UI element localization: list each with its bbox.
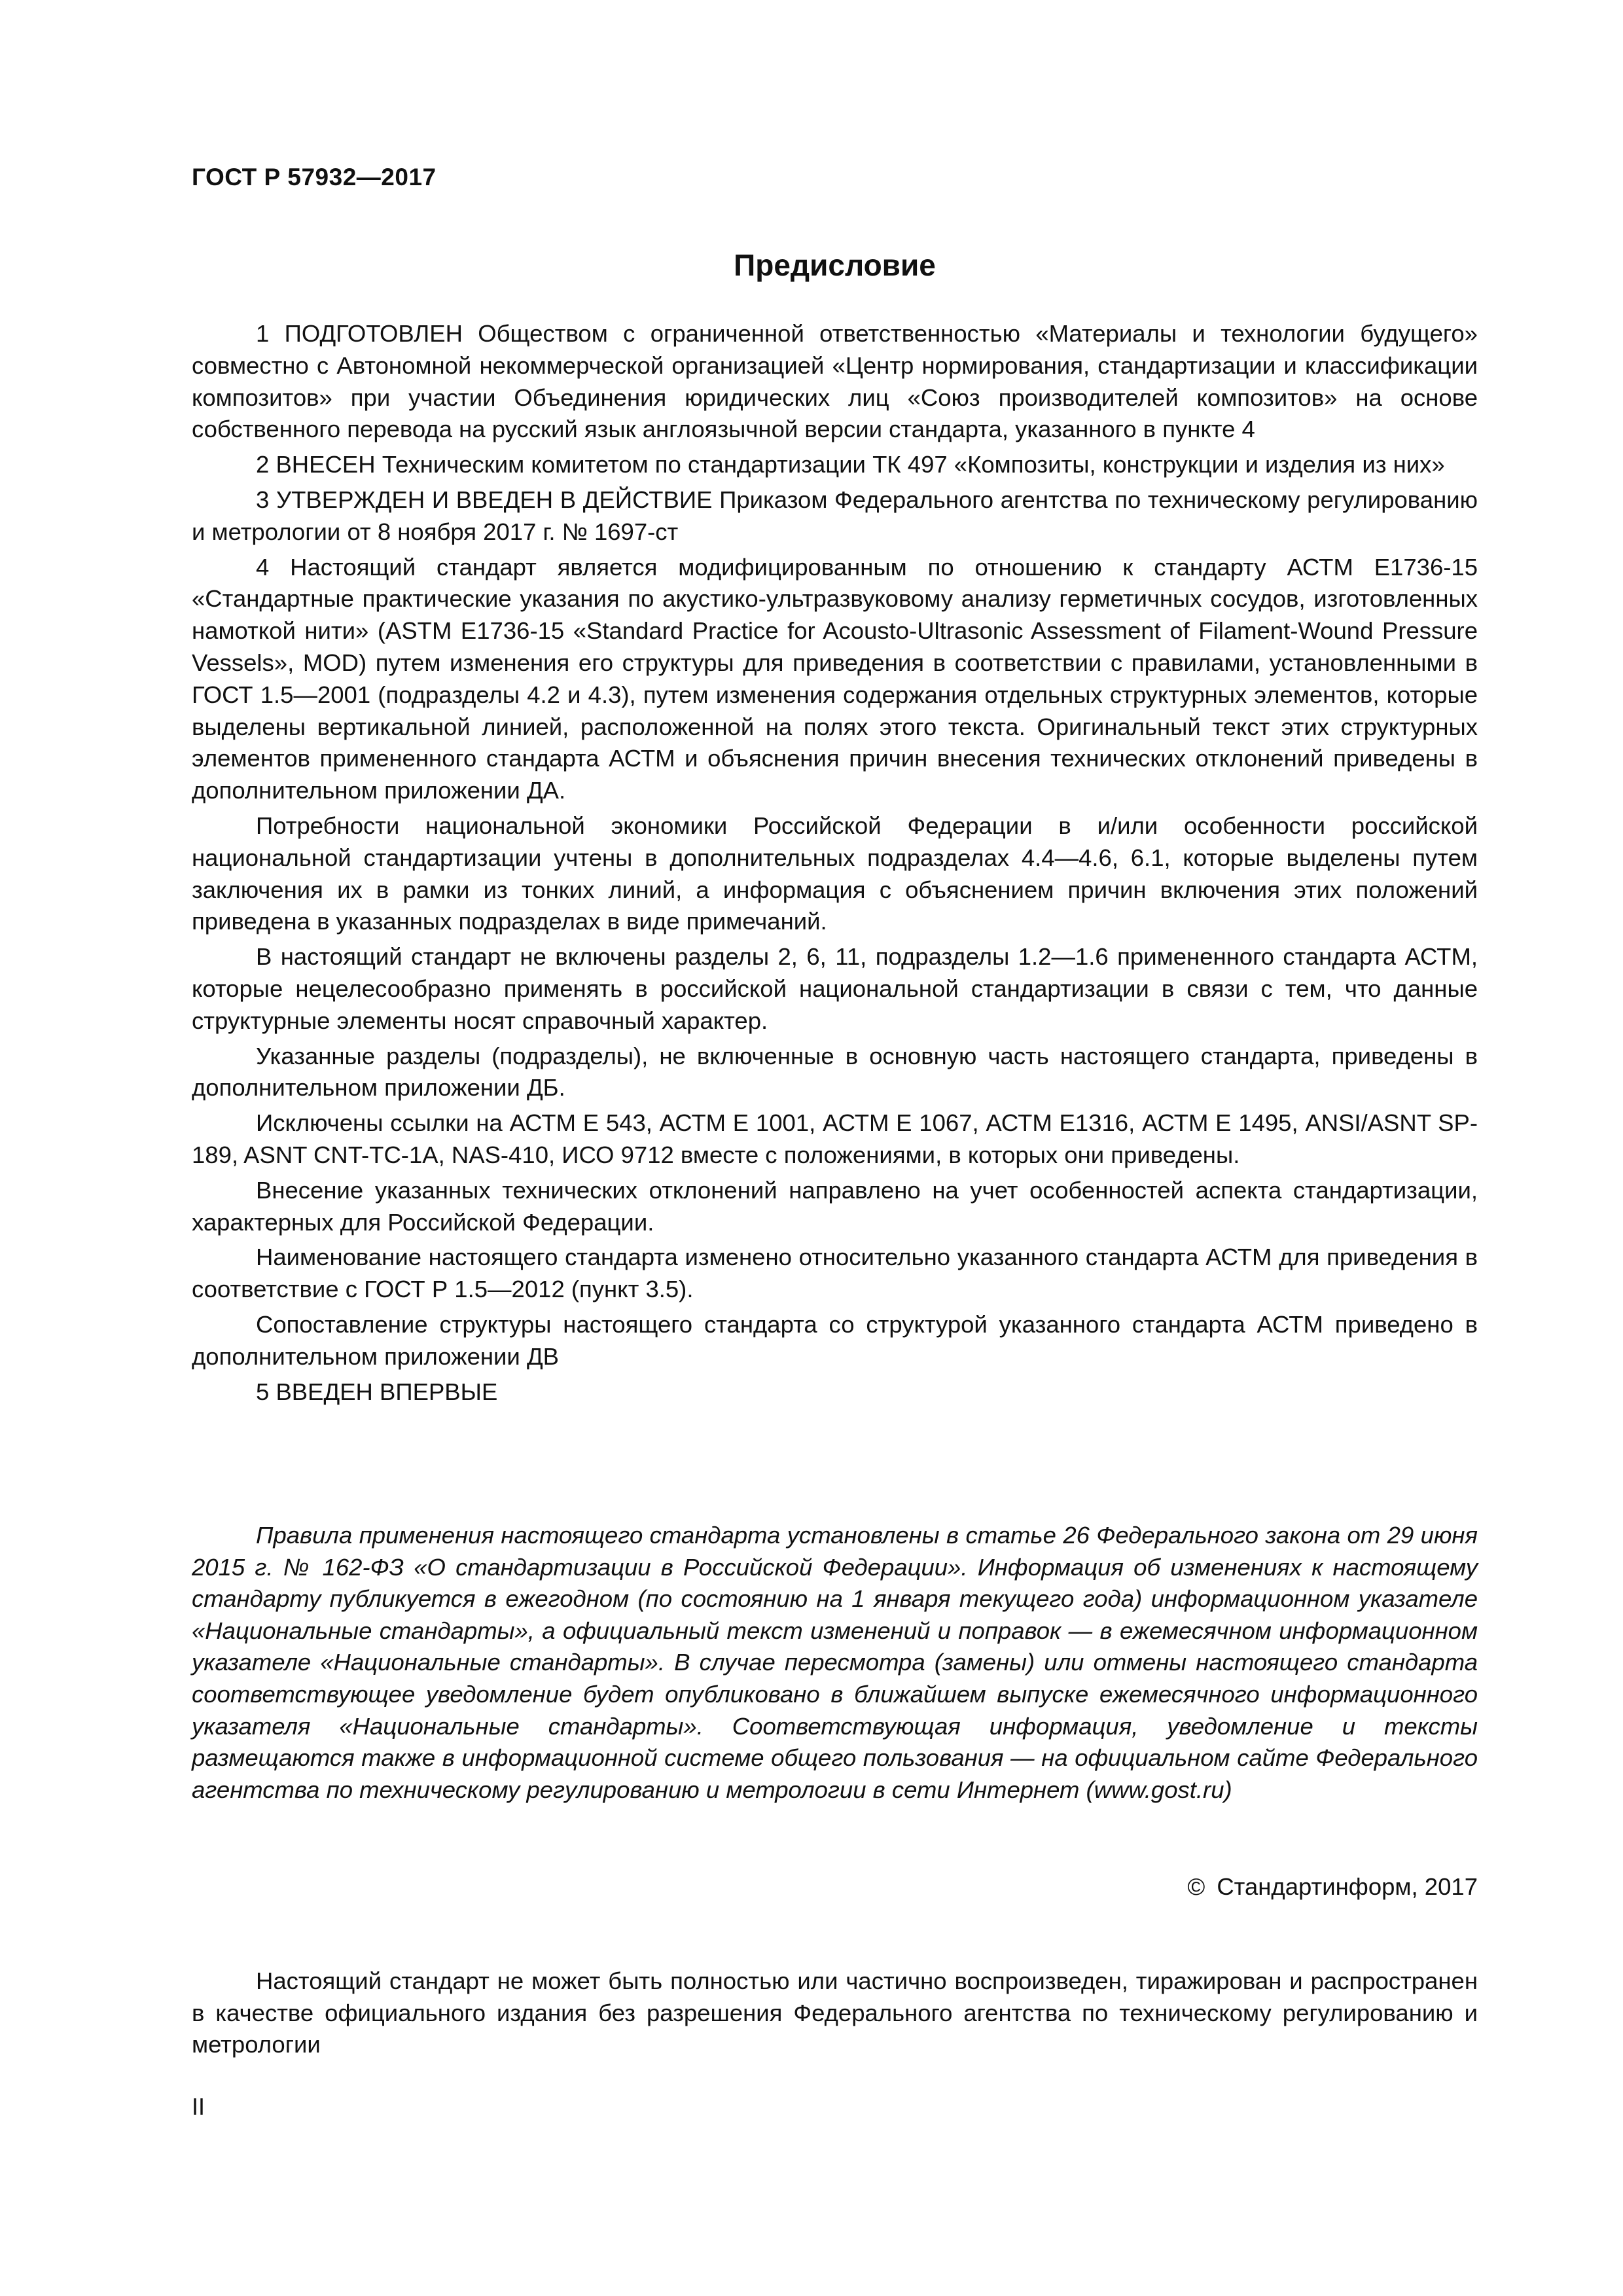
copyright-line (1187, 1873, 1478, 1901)
document-number: ГОСТ Р 57932—2017 (192, 164, 437, 190)
paragraph-4-excluded-sections: В настоящий стандарт не включены разделы 2, 6, 11, подразделы 1.2—1.6 примененного стандарта АСТМ, которые нецелесообразно применять в российской национальной стандартизации в связи с тем, что данные структурные элементы носят справочный характер. (192, 943, 1478, 1034)
paragraph-5: 5 ВВЕДЕН ВПЕРВЫЕ (256, 1378, 498, 1405)
copyright-symbol: © (1187, 1873, 1205, 1900)
copyright-holder: Стандартинформ, 2017 (1217, 1873, 1478, 1900)
section-title: Предисловие (734, 248, 936, 282)
paragraph-4-structure-comparison: Сопоставление структуры настоящего стандарта со структурой указанного стандарта АСТМ приведено в дополнительном приложении ДВ (192, 1310, 1478, 1370)
paragraph-4: 4 Настоящий стандарт является модифицированным по отношению к стандарту АСТМ Е1736-15 «Стандартные практические указания по акустико-ультразвуковому анализу герметичных сосудов, изготовленных намоткой нити» (ASTM E1736-15 «Standard Practice for Acousto-Ultrasonic Assessment of Filament-Wound Pressure Vessels», MOD) путем изменения его структуры для приведения в соответствии с правилами, установленными в ГОСТ 1.5—2001 (подразделы 4.2 и 4.3), путем изменения содержания отдельных структурных элементов, которые выделены вертикальной линией, расположенной на полях этого текста. Оригинальный текст этих структурных элементов примененного стандарта АСТМ и объяснения причин внесения технических отклонений приведены в дополнительном приложении ДА. (192, 553, 1478, 804)
application-rules-notice: Правила применения настоящего стандарта установлены в статье 26 Федерального закона от 29 июня 2015 г. № 162-ФЗ «О стандартизации в Российской Федерации». Информация об изменениях к настоящему стандарту публикуется в ежегодном (по состоянию на 1 января текущего года) информационном указателе «Национальные стандарты», а официальный текст изменений и поправок — в ежемесячном информационном указателе «Национальные стандарты». В случае пересмотра (замены) или отмены настоящего стандарта соответствующее уведомление будет опубликовано в ближайшем выпуске ежемесячного информационного указателя «Национальные стандарты». Соответствующая информация, уведомление и тексты размещаются также в информационной системе общего пользования — на официальном сайте Федерального агентства по техническому регулированию и метрологии в сети Интернет (www.gost.ru) (192, 1522, 1478, 1803)
paragraph-3: 3 УТВЕРЖДЕН И ВВЕДЕН В ДЕЙСТВИЕ Приказом Федерального агентства по техническому регулированию и метрологии от 8 ноября 2017 г. № 1697-ст (192, 486, 1478, 545)
paragraph-4-annex-db: Указанные разделы (подразделы), не включенные в основную часть настоящего стандарта, приведены в дополнительном приложении ДБ. (192, 1042, 1478, 1102)
paragraph-1: 1 ПОДГОТОВЛЕН Обществом с ограниченной ответственностью «Материалы и технологии будущего» совместно с Автономной некоммерческой организацией «Центр нормирования, стандартизации и классификации композитов» при участии Объединения юридических лиц «Союз производителей композитов» на основе собственного перевода на русский язык англоязычной версии стандарта, указанного в пункте 4 (192, 320, 1478, 443)
reproduction-notice: Настоящий стандарт не может быть полностью или частично воспроизведен, тиражирован и распространен в качестве официального издания без разрешения Федерального агентства по техническому регулированию и метрологии (192, 1967, 1478, 2058)
paragraph-4-excluded-references: Исключены ссылки на АСТМ Е 543, АСТМ Е 1001, АСТМ Е 1067, АСТМ Е1316, АСТМ Е 1495, ANSI/ASNT SP-189, ASNT CNT-TC-1A, NAS-410, ИСО 9712 вместе с положениями, в которых они приведены. (192, 1109, 1478, 1168)
page-number: II (192, 2093, 205, 2120)
paragraph-2: 2 ВНЕСЕН Техническим комитетом по стандартизации ТК 497 «Композиты, конструкции и изделия из них» (256, 451, 1445, 478)
paragraph-4-title-change: Наименование настоящего стандарта изменено относительно указанного стандарта АСТМ для приведения в соответствие с ГОСТ Р 1.5—2012 (пункт 3.5). (192, 1244, 1478, 1303)
paragraph-4-deviations: Внесение указанных технических отклонений направлено на учет особенностей аспекта стандартизации, характерных для Российской Федерации. (192, 1176, 1478, 1236)
foreword-body (192, 318, 1478, 1411)
paragraph-4-national-needs: Потребности национальной экономики Российской Федерации в и/или особенности российской национальной стандартизации учтены в дополнительных подразделах 4.4—4.6, 6.1, которые выделены путем заключения их в рамки из тонких линий, а информация с объяснением причин включения этих положений приведена в указанных подразделах в виде примечаний. (192, 812, 1478, 935)
